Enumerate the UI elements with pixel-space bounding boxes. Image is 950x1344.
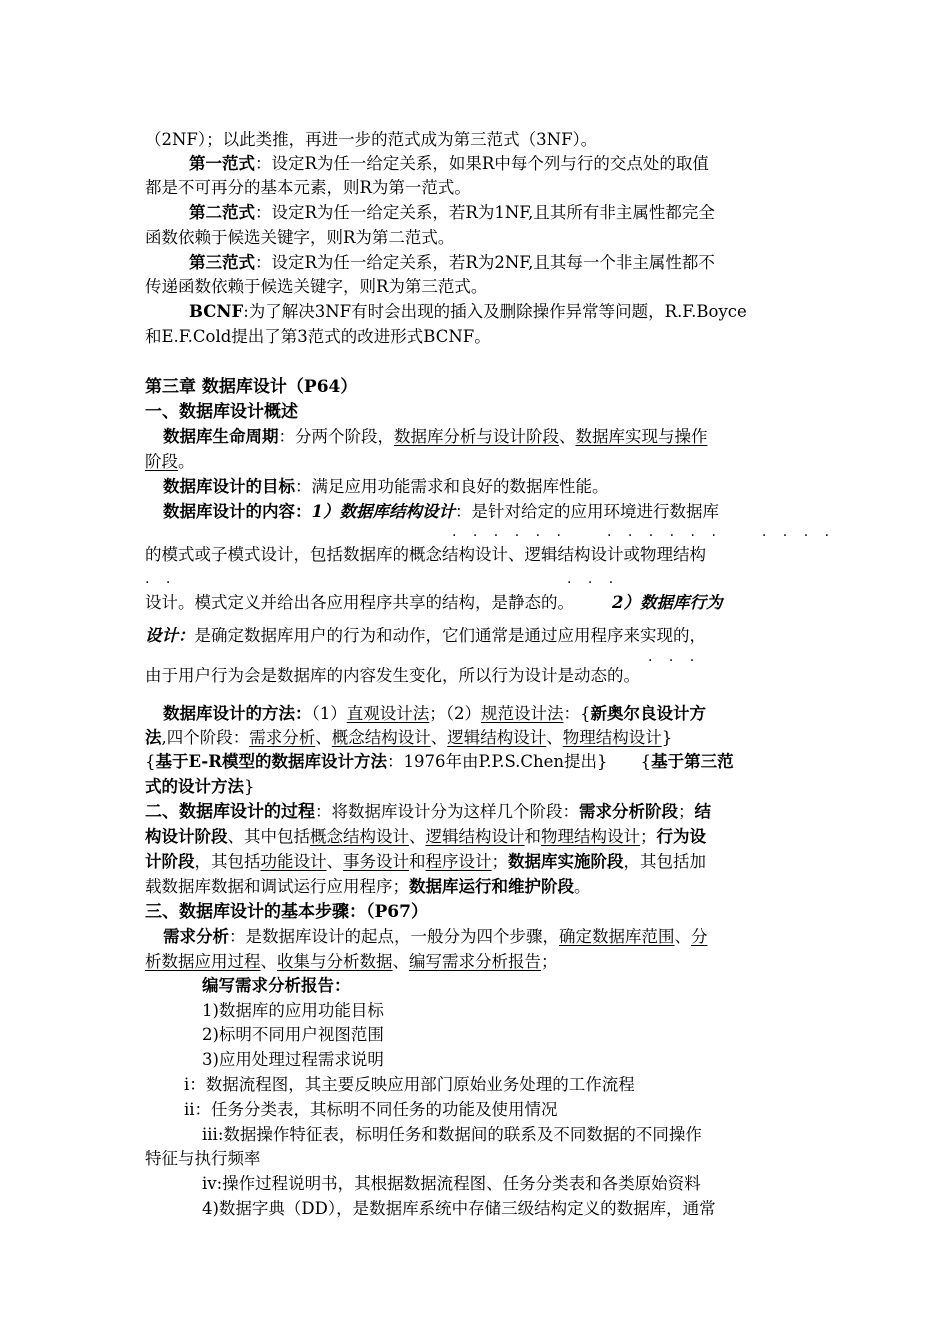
emphasis: 1）数据库结构设计 — [311, 502, 455, 521]
text: ；（2） — [429, 704, 481, 723]
section-title — [145, 400, 298, 424]
text: ：设定R为任一给定关系，若R为1NF,且其所有非主属性都完全 — [255, 203, 715, 222]
method-paragraph — [163, 702, 706, 726]
bcnf-paragraph — [189, 300, 747, 324]
text-line: 析数据应用过程、收集与分析数据、编写需求分析报告； — [145, 952, 558, 971]
text-line — [145, 1147, 261, 1171]
underlined-term: 物理结构设计 — [541, 827, 640, 846]
underlined-term: 规范设计法 — [481, 704, 564, 723]
text: ,四个阶段： — [161, 728, 250, 747]
text: 三、数据库设计的基本步骤：（P67） — [145, 902, 428, 922]
goal-paragraph — [163, 475, 609, 499]
underlined-term: 概念结构设计 — [331, 728, 431, 747]
text: 、其中包括 — [227, 827, 310, 846]
first-normal-form — [189, 152, 709, 176]
text-line — [145, 664, 640, 688]
emphasis: 2）数据库行为 — [612, 593, 723, 612]
text: 函数依赖于候选关键字，则R为第二范式。 — [145, 228, 455, 247]
text: 设计。模式定义并给出各应用程序共享的结构，是静态的。 — [145, 593, 574, 612]
section-title: 二、数据库设计的过程 — [145, 802, 315, 822]
list-item — [184, 1073, 635, 1097]
term: 需求分析 — [163, 927, 229, 946]
underlined-term: 直观设计法 — [346, 704, 430, 723]
text-line — [145, 775, 255, 799]
term: 数据库生命周期 — [163, 427, 279, 446]
emphasis-dots: · · · · · · · · · · · · · · · · — [452, 528, 836, 544]
text-line: 计阶段，其包括功能设计、事务设计和程序设计；数据库实施阶段，其包括加 — [145, 852, 706, 871]
text: :为了解决3NF有时会出现的插入及删除操作异常等问题，R.F.Boyce — [243, 302, 747, 321]
text: ，其包括 — [194, 852, 261, 871]
text: ：将数据库设计分为这样几个阶段： — [315, 802, 579, 821]
text: ：是数据库设计的起点，一般分为四个步骤， — [229, 927, 559, 946]
list-item — [202, 1172, 701, 1196]
text: 特征与执行频率 — [145, 1149, 261, 1168]
text: 和 — [524, 827, 541, 846]
term: 法 — [145, 728, 162, 747]
text: 和E.F.Cold提出了第3范式的改进形式BCNF。 — [145, 327, 491, 346]
text: 3)应用处理过程需求说明 — [202, 1050, 384, 1069]
underlined-term: 物理结构设计 — [562, 728, 662, 747]
text: ii：任务分类表，其标明不同任务的功能及使用情况 — [184, 1100, 558, 1119]
text: 的模式或子模式设计，包括数据库的概念结构设计、逻辑结构设计或物理结构 — [145, 545, 706, 564]
text: 都是不可再分的基本元素，则R为第一范式。 — [145, 178, 471, 197]
term: 编写需求分析报告： — [202, 976, 351, 995]
underlined-term: 数据库分析与设计阶段 — [394, 427, 559, 446]
text-line — [145, 226, 454, 250]
underlined-term: 收集与分析数据 — [277, 952, 393, 971]
text-line — [145, 325, 491, 349]
list-item — [202, 999, 384, 1023]
term: 第二范式 — [189, 203, 255, 222]
underlined-term: 逻辑结构设计 — [447, 728, 547, 747]
emphasis: 设计： — [145, 626, 195, 645]
text: 是确定数据库用户的行为和动作，它们通常是通过应用程序来实现的， — [194, 626, 706, 645]
underlined-term: 事务设计 — [343, 852, 409, 871]
term: 计阶段 — [145, 852, 195, 871]
text-line — [145, 875, 591, 899]
term: 数据库设计的内容： — [163, 502, 312, 521]
section-title — [145, 900, 428, 924]
text: ：设定R为任一给定关系，若R为2NF,且其每一个非主属性都不 — [255, 253, 715, 272]
text-line — [145, 128, 597, 152]
term: 需求分析阶段 — [579, 802, 678, 821]
text: （1） — [311, 704, 347, 723]
underlined-term: 程序设计 — [425, 852, 492, 871]
term: 式的设计方法 — [145, 777, 244, 796]
term: 新奥尔良设计方 — [590, 704, 706, 723]
term: 数据库设计的目标 — [163, 477, 295, 496]
text: 。 — [178, 452, 195, 471]
underlined-term: 确定数据库范围 — [559, 927, 675, 946]
text: ：{ — [563, 704, 591, 723]
text: ，其包括加 — [623, 852, 706, 871]
text: （2NF）；以此类推，再进一步的范式成为第三范式（3NF）。 — [145, 130, 598, 149]
text-line — [145, 750, 734, 774]
underlined-term: 编写需求分析报告 — [409, 952, 541, 971]
text-line — [145, 624, 706, 648]
list-item — [202, 1123, 702, 1147]
text-line — [145, 275, 487, 299]
text: iii:数据操作特征表，标明任务和数据间的联系及不同数据的不同操作 — [202, 1125, 702, 1144]
text: i：数据流程图，其主要反映应用部门原始业务处理的工作流程 — [184, 1075, 635, 1094]
design-process-paragraph — [145, 800, 711, 824]
underlined-term: 概念结构设计 — [310, 827, 409, 846]
text: 一、数据库设计概述 — [145, 402, 298, 422]
requirements-paragraph: 需求分析：是数据库设计的起点，一般分为四个步骤，确定数据库范围、分 — [163, 927, 708, 946]
text: 、 — [559, 427, 576, 446]
list-item — [202, 1197, 716, 1221]
emphasis-dots: · · · — [567, 575, 620, 591]
underlined-term: 析数据应用过程 — [145, 952, 261, 971]
text-line: 构设计阶段、其中包括概念结构设计、逻辑结构设计和物理结构设计；行为设 — [145, 827, 706, 846]
term: 第一范式 — [189, 154, 255, 173]
text: ； — [678, 802, 695, 821]
term: 数据库运行和维护阶段 — [409, 877, 574, 896]
term: BCNF — [189, 302, 244, 321]
text-line: 法,四个阶段：需求分析、概念结构设计、逻辑结构设计、物理结构设计} — [145, 728, 673, 747]
term: 行为设 — [656, 827, 706, 846]
third-normal-form — [189, 251, 715, 275]
text: iv:操作过程说明书，其根据数据流程图、任务分类表和各类原始资料 — [202, 1174, 701, 1193]
content-paragraph — [163, 500, 719, 524]
text: 2)标明不同用户视图范围 — [202, 1025, 384, 1044]
text: ：设定R为任一给定关系，如果R中每个列与行的交点处的取值 — [255, 154, 709, 173]
emphasis-dots: · · · — [648, 653, 701, 669]
report-title — [202, 974, 351, 998]
text: 载数据库数据和调试运行应用程序； — [145, 877, 409, 896]
text: } — [244, 777, 255, 796]
term: 第三范式 — [189, 253, 255, 272]
term: 构设计阶段 — [145, 827, 228, 846]
lifecycle-paragraph — [163, 425, 708, 449]
text: 传递函数依赖于候选关键字，则R为第三范式。 — [145, 277, 488, 296]
term: 数据库设计的方法： — [163, 704, 312, 723]
text: 由于用户行为会是数据库的内容发生变化，所以行为设计是动态的。 — [145, 666, 640, 685]
emphasis-dots: · · — [145, 575, 177, 591]
text: 第三章 数据库设计（P64） — [145, 377, 358, 397]
chapter-title — [145, 375, 357, 399]
underlined-term: 需求分析 — [249, 728, 316, 747]
text: ：1976年由P.P.S.Chen提出} { — [386, 752, 652, 771]
list-item — [202, 1023, 384, 1047]
text-line — [145, 543, 706, 567]
underlined-term: 数据库实现与操作 — [575, 427, 708, 446]
text: 。 — [574, 877, 591, 896]
text: 4)数据字典（DD），是数据库系统中存储三级结构定义的数据库，通常 — [202, 1199, 716, 1218]
text-line — [145, 591, 722, 615]
term: 基于E-R模型的数据库设计方法 — [155, 752, 387, 771]
underlined-term: 阶段 — [145, 452, 178, 471]
text-line — [145, 450, 195, 474]
text: 1)数据库的应用功能目标 — [202, 1001, 384, 1020]
text: { — [145, 752, 156, 771]
list-item — [184, 1098, 558, 1122]
list-item — [202, 1048, 384, 1072]
text: ：是针对给定的应用环境进行数据库 — [454, 502, 719, 521]
term: 结 — [694, 802, 711, 821]
underlined-term: 功能设计 — [260, 852, 327, 871]
term: 数据库实施阶段 — [508, 852, 624, 871]
term: 基于第三范 — [651, 752, 734, 771]
underlined-term: 逻辑结构设计 — [425, 827, 525, 846]
text: ； — [541, 952, 558, 971]
underlined-term: 分 — [691, 927, 708, 946]
second-normal-form — [189, 201, 715, 225]
text: ； — [640, 827, 657, 846]
text: ：分两个阶段， — [278, 427, 394, 446]
text-line — [145, 176, 471, 200]
text: } — [661, 728, 673, 747]
text: ：满足应用功能需求和良好的数据库性能。 — [295, 477, 609, 496]
